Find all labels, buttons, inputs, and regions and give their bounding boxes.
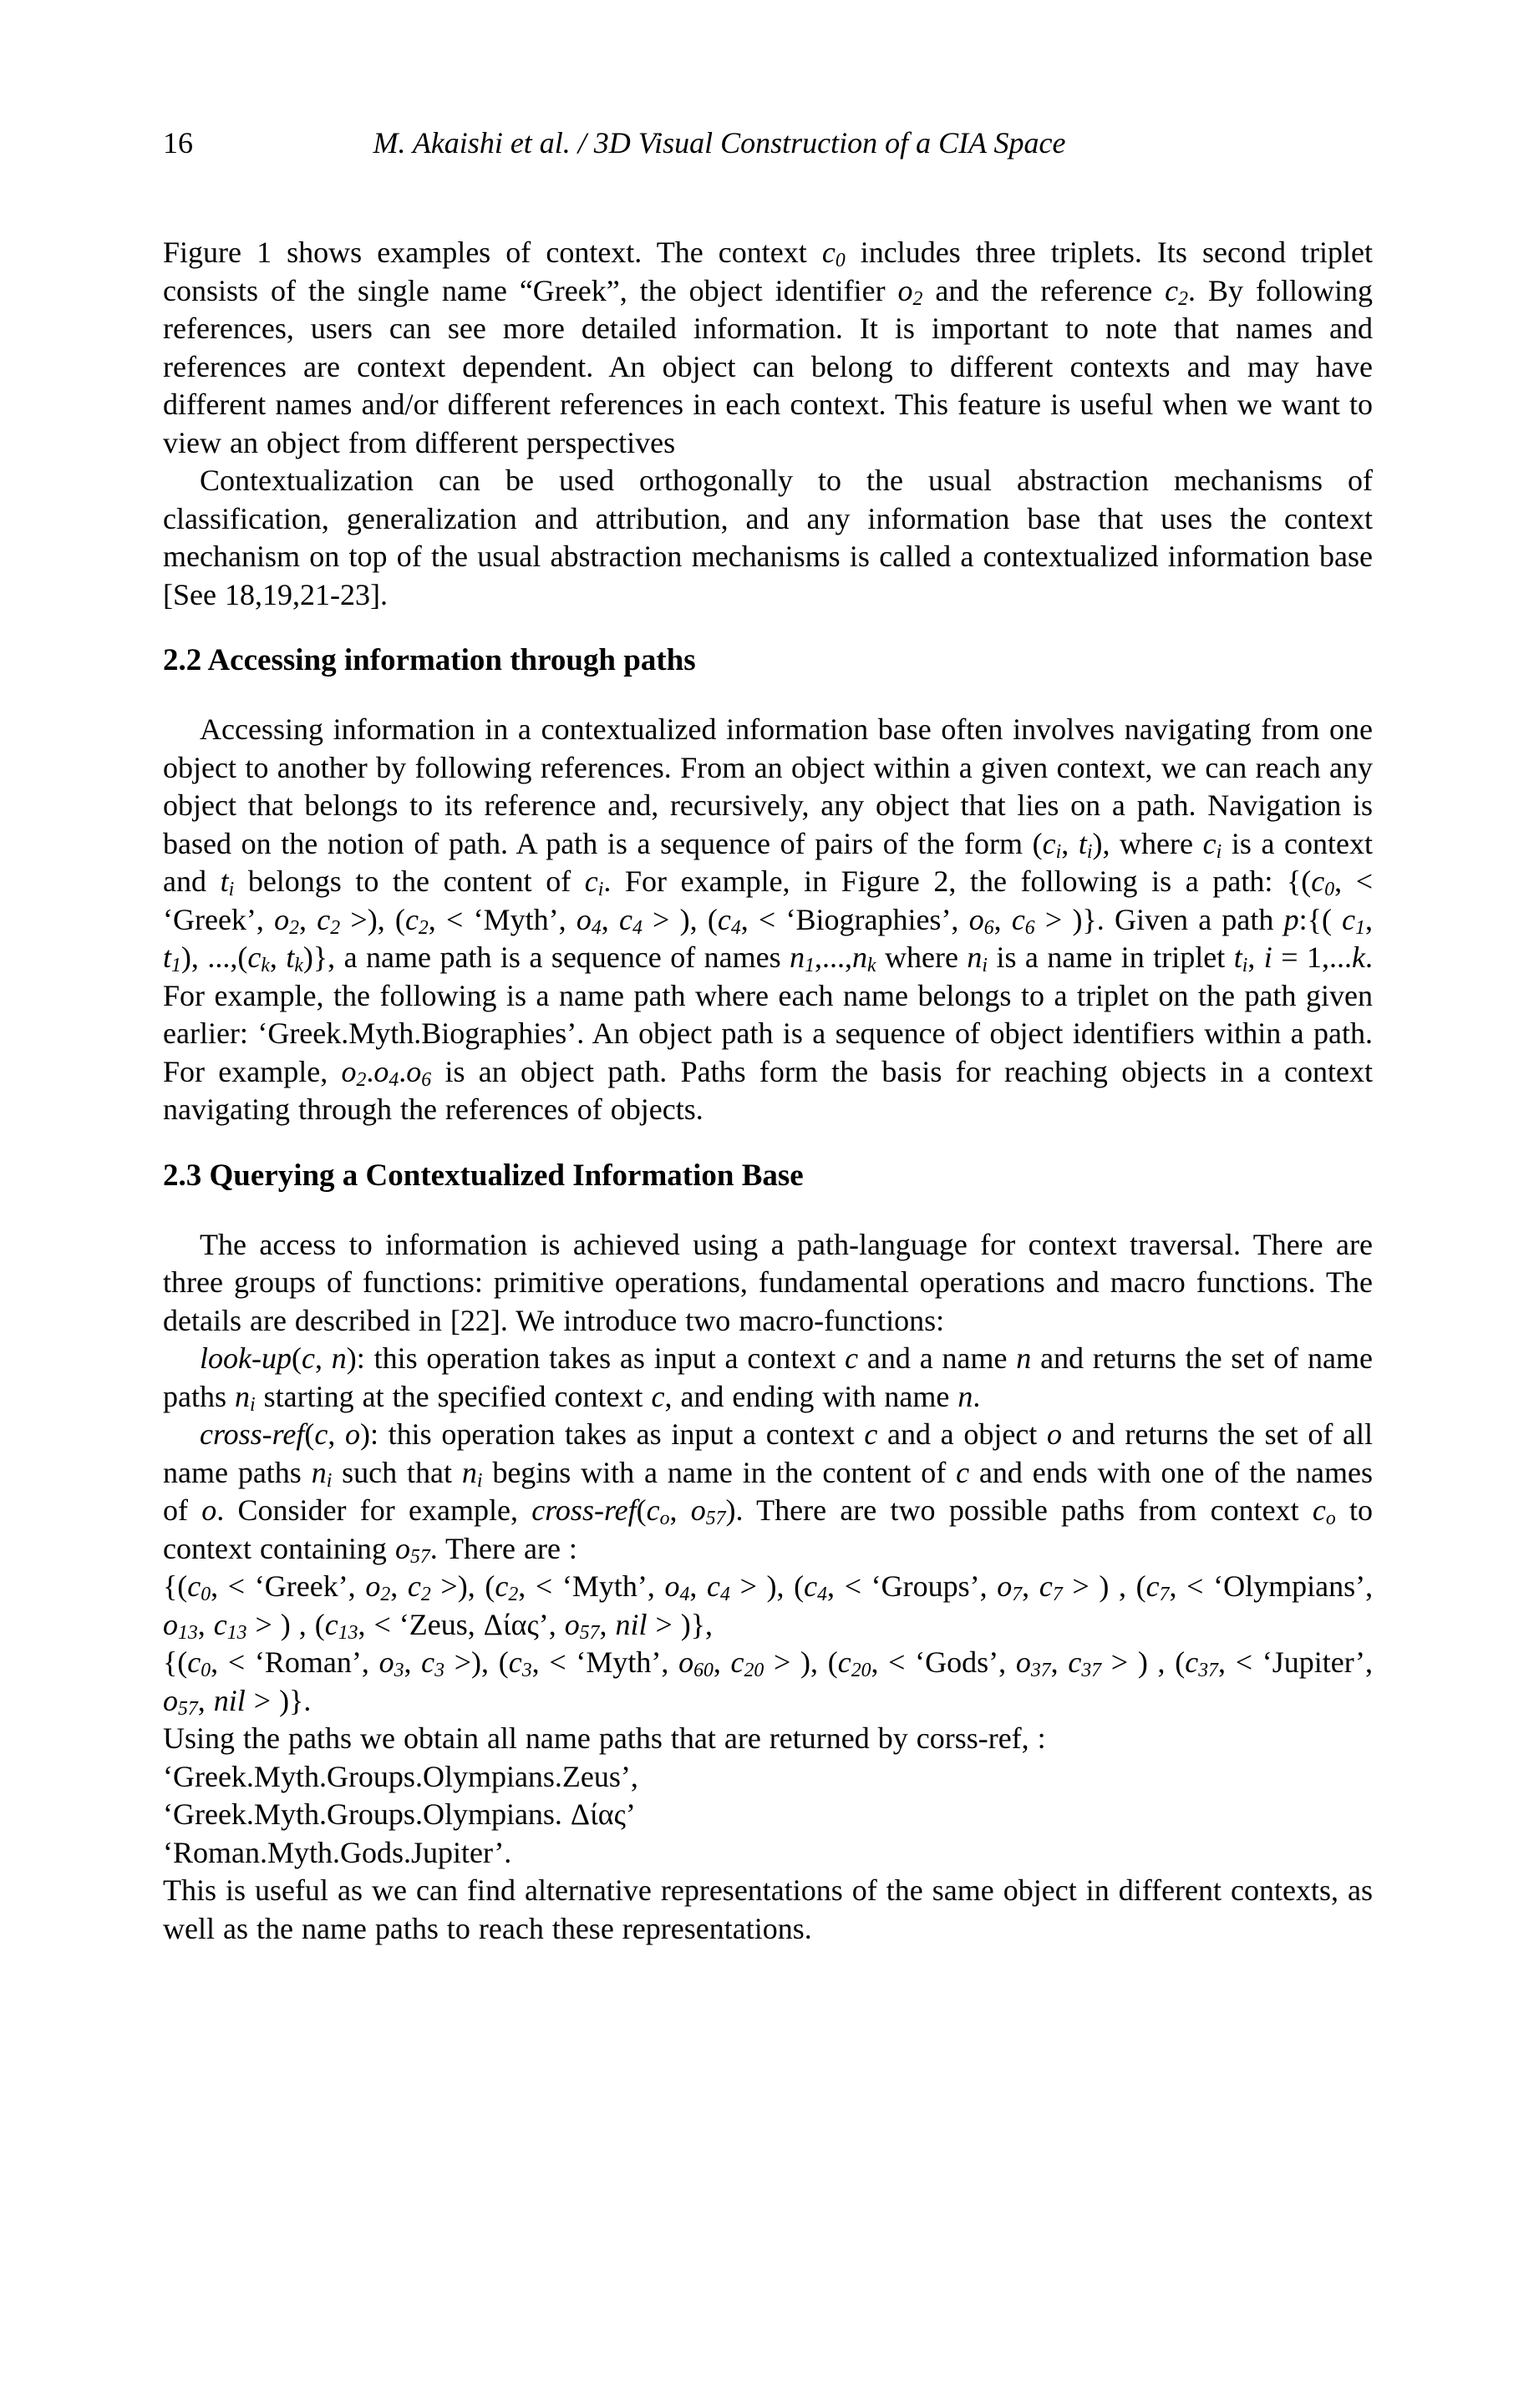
paragraph-using-paths: Using the paths we obtain all name paths that are returned by corss-ref, : — [163, 1721, 1046, 1755]
paragraph-accessing-paths: Accessing information in a contextualized information base often involves navigating from one object to another by following references. From an object within a given context, we can reach any object that belongs to its reference and, recursively, any object that lies on a path. Navigation is based on the notion of path. A path is a sequence of pairs of the form ($c_i$, $t_i$), where $c_i$ is a context and $t_i$ belongs to the content of $c_i$. For example, in Figure 2, the following is a path: {($c_0$, < ‘Greek’, $o_2$, $c_2$ >), ($c_2$, < ‘Myth’, $o_4$, $c_4$ > ), ($c_4$, < ‘Biographies’, $o_6$, $c_6$ > )}. Given a path p:{( $c_1$, $t_1$), $...,(c_k$, $t_k$)}, a name path is a sequence of names $n_1,...,n_k$ where $n_i$ is a name in triplet $t_i$, i = 1,...k. For example, the following is a name path where each name belongs to a triplet on the path given earlier: ‘Greek.Myth.Biographies’. An object path is a sequence of object identifiers within a path. For example, $o_2.o_4.o_6$ is an object path. Paths form the basis for reaching objects in a context navigating through the references of objects. — [163, 712, 1374, 1126]
section-heading-2-3: 2.3 Querying a Contextualized Information Base — [163, 1158, 804, 1193]
name-path-zeus: ‘Greek.Myth.Groups.Olympians.Zeus’, — [163, 1759, 638, 1793]
text-column — [163, 124, 1373, 1948]
running-header — [163, 124, 1373, 162]
paragraph-lookup-definition: look-up(c, n): this operation takes as input a context c and a name n and returns the set of name paths $n_i$ starting at the specified context c, and ending with name n. — [163, 1341, 1373, 1416]
name-path-jupiter: ‘Roman.Myth.Gods.Jupiter’. — [163, 1835, 512, 1869]
running-title: M. Akaishi et al. / 3D Visual Construction of a CIA Space — [373, 126, 1066, 160]
paragraph-access-info: The access to information is achieved using a path-language for context traversal. There are three groups of functions: primitive operations, fundamental operations and macro functions. The details are described in [22]. We introduce two macro-functions: — [163, 1227, 1373, 1337]
path-expression-greek: {($c_0$, < ‘Greek’, $o_2$, $c_2$ >), ($c_2$, < ‘Myth’, $o_4$, $c_4$ > ), ($c_4$, < ‘Groups’, $o_7$, $c_7$ > ) , ($c_7$, < ‘Olympians’, $o_{13}$, $c_{13}$ > ) , ($c_{13}$, < ‘Zeus, Δίας’, $o_{57}$, nil > )}, — [163, 1569, 1374, 1644]
name-path-dias: ‘Greek.Myth.Groups.Olympians. Δίας’ — [163, 1797, 636, 1831]
path-expression-roman: {($c_0$, < ‘Roman’, $o_3$, $c_3$ >), ($c_3$, < ‘Myth’, $o_{60}$, $c_{20}$ > ), ($c_{20}$, < ‘Gods’, $o_{37}$, $c_{37}$ > ) , ($c_{37}$, < ‘Jupiter’, $o_{57}$, nil > )}. — [163, 1645, 1374, 1720]
paragraph-closing: This is useful as we can find alternative representations of the same object in different contexts, as well as the name paths to reach these representations. — [163, 1873, 1373, 1945]
paragraph-intro: Figure 1 shows examples of context. The context $c_0$ includes three triplets. Its second triplet consists of the single name “Greek”, the object identifier $o_2$ and the reference $c_2$. By following references, users can see more detailed information. It is important to note that names and references are context dependent. An object can belong to different contexts and may have different names and/or different references in each context. This feature is useful when we want to view an object from different perspectives — [163, 236, 1374, 459]
paragraph-crossref-definition: cross-ref(c, o): this operation takes as input a context c and a object o and returns the set of all name paths $n_i$ such that $n_i$ begins with a name in the content of c and ends with one of the names of o. Consider for example, cross-$ref(c_o$, $o_{57}$). There are two possible paths from context $c_o$ to context containing $o_{57}$. There are : — [163, 1417, 1374, 1568]
paragraph-contextualization: Contextualization can be used orthogonally to the usual abstraction mechanisms of classification, generalization and attribution, and any information base that uses the context mechanism on top of the usual abstraction mechanisms is called a contextualized information base [See 18,19,21-23]. — [163, 464, 1373, 611]
section-heading-2-2: 2.2 Accessing information through paths — [163, 643, 696, 677]
page-number: 16 — [163, 126, 193, 160]
